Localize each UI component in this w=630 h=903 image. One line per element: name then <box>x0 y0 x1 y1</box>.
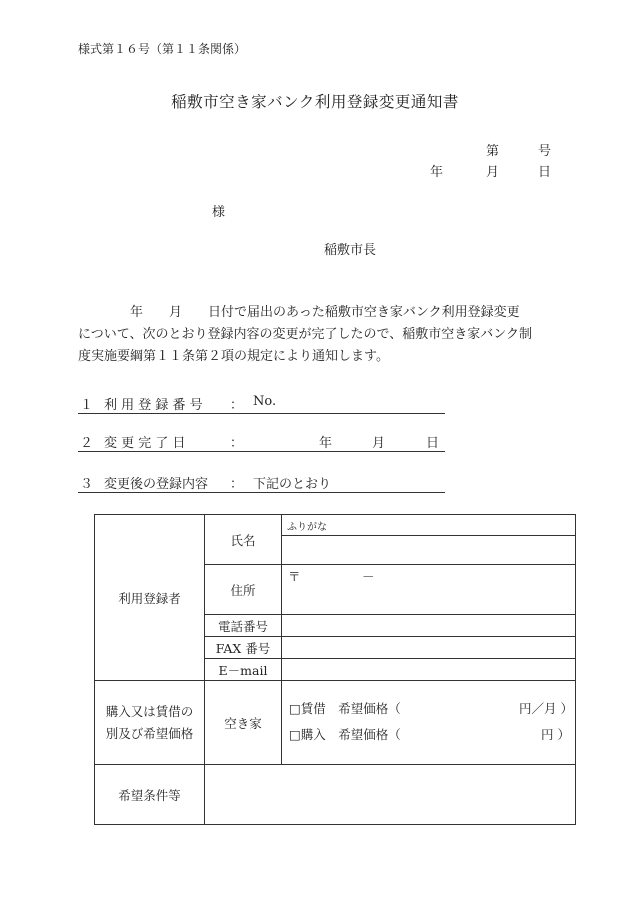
name-label: 氏名 <box>230 532 256 548</box>
item3-value: 下記のとおり <box>253 477 332 492</box>
phone-label: 電話番号 <box>217 618 268 634</box>
item3-label: 変更後の登録内容 <box>104 477 209 492</box>
buy-option[interactable] <box>289 725 570 743</box>
purchase-label-line2: 別及び希望価格 <box>105 725 194 741</box>
fax-label-cell <box>205 637 282 659</box>
body-line-2: について、次のとおり登録内容の変更が完了したので、稲敷市空き家バンク制 <box>78 327 532 342</box>
item-completion-date <box>78 432 445 452</box>
body-line-3: 度実施要綱第１１条第２項の規定により通知します。 <box>78 349 389 364</box>
fax-label: FAX 番号 <box>215 640 271 656</box>
purchase-label-cell <box>95 681 205 765</box>
item-registration-number <box>78 394 445 414</box>
item2-label: 変 更 完 了 日 <box>104 436 186 451</box>
item1-colon: ： <box>230 398 244 413</box>
address-label-cell <box>205 565 282 615</box>
form-number: 様式第１６号（第１１条関係） <box>78 42 247 56</box>
address-field[interactable] <box>282 565 576 615</box>
item2-num: ２ <box>80 436 94 451</box>
date-year: 年 <box>430 165 444 180</box>
purchase-label-line1: 購入又は賃借の <box>105 703 194 719</box>
issuer-mayor: 稲敷市長 <box>324 243 377 258</box>
item1-value: No. <box>253 394 277 409</box>
document-title: 稲敷市空き家バンク利用登録変更通知書 <box>171 93 459 111</box>
name-field[interactable] <box>282 536 576 565</box>
zip-dash: － <box>362 569 375 584</box>
item2-month: 月 <box>372 436 386 451</box>
notice-body <box>78 302 558 368</box>
zip-mark: 〒 <box>288 569 301 584</box>
address-label: 住所 <box>230 582 256 598</box>
item3-colon: ： <box>230 477 244 492</box>
conditions-label: 希望条件等 <box>118 787 181 803</box>
name-label-cell <box>205 515 282 565</box>
date-month: 月 <box>486 165 500 180</box>
number-go: 号 <box>538 144 552 159</box>
phone-label-cell <box>205 615 282 637</box>
item1-label: 利 用 登 録 番 号 <box>104 398 203 413</box>
number-dai: 第 <box>486 144 500 159</box>
vacant-house-label: 空き家 <box>224 715 262 731</box>
registration-table <box>94 514 576 825</box>
body-line-1: 年 月 日付で届出のあった稲敷市空き家バンク利用登録変更 <box>78 305 520 320</box>
rent-unit: 円／月 ） <box>519 701 573 716</box>
conditions-label-cell <box>95 765 205 825</box>
item3-num: ３ <box>80 477 94 492</box>
item1-num: １ <box>80 398 94 413</box>
conditions-field[interactable] <box>205 765 576 825</box>
buy-option-label: □購入 希望価格（ <box>289 727 401 742</box>
registrant-label: 利用登録者 <box>118 590 181 606</box>
item2-year: 年 <box>319 436 333 451</box>
buy-unit: 円 ） <box>541 727 570 742</box>
item2-day: 日 <box>426 436 440 451</box>
rent-option[interactable] <box>289 699 573 717</box>
furigana-label: ふりがな <box>287 522 327 533</box>
item2-colon: ： <box>230 436 244 451</box>
registrant-cell <box>95 515 205 681</box>
phone-field[interactable] <box>282 615 576 637</box>
email-field[interactable] <box>282 659 576 681</box>
email-label: E－mail <box>218 662 268 678</box>
recipient-sama: 様 <box>212 205 226 220</box>
rent-option-label: □賃借 希望価格（ <box>289 701 401 716</box>
vacant-house-cell <box>205 681 282 765</box>
fax-field[interactable] <box>282 637 576 659</box>
furigana-field[interactable] <box>282 515 576 536</box>
item-updated-content <box>78 473 445 493</box>
price-options-cell <box>282 681 576 765</box>
email-label-cell <box>205 659 282 681</box>
date-day: 日 <box>538 165 552 180</box>
